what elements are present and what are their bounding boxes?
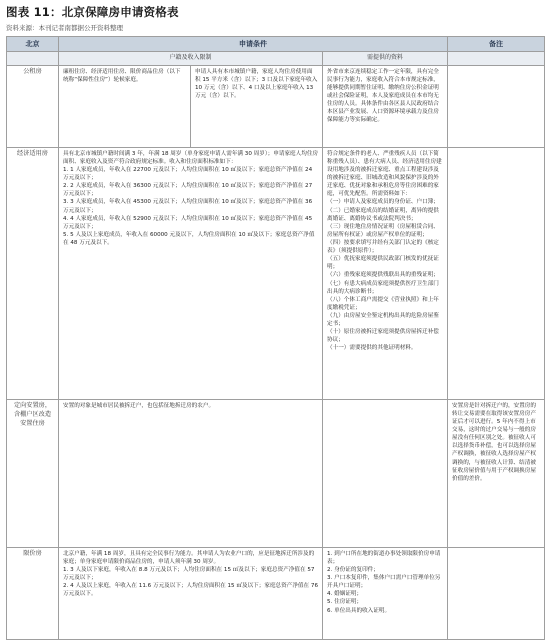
row-remarks	[448, 547, 545, 639]
table-row	[7, 399, 545, 547]
subheader-blank-2	[448, 52, 545, 66]
cell-line: 3. 3 人家庭成员，年收入在 45300 元及以下；人均住房面积在 10 ㎡及以下；家庭总资产净值在 36 万元及以下；	[63, 199, 313, 214]
table-row	[7, 547, 545, 639]
cell-line: 安置房是针对拆迁户的，安置房的转让交易需要在取得该安置房房产证后才可以进行。5 年内不得上市交易，这时的过户交易与一般的房屋没有任何区别之处。被征收人可以选择货币补偿，也可以选择房屋产权调换，被征收人选择房屋产权调换的，与被征收人计算、结清被征收房屋价值与用于产权调换房屋价值的差价。	[452, 402, 536, 482]
subheader-income: 户籍及收入限制	[59, 52, 323, 66]
row-remarks	[448, 399, 545, 547]
cell-line: （十）原住房被拆迁家庭须提供房屋拆迁补偿协议；	[327, 329, 439, 344]
cell-line: 1. 1 人家庭成员，年收入在 22700 元及以下；人均住房面积在 10 ㎡及以下；家庭总资产净值在 24 万元及以下；	[63, 167, 313, 182]
subheader-materials: 需提供的资料	[323, 52, 448, 66]
row-city: 公租房	[7, 65, 59, 147]
cell-line: 3. 户口本复印件，集体户口需户口管理单位另开具户口证明；	[327, 575, 441, 590]
header-remarks: 备注	[448, 37, 545, 52]
cell-line: 2. 2 人家庭成员，年收入在 36300 元及以下；人均住房面积在 10 ㎡及以下；家庭总资产净值在 27 万元及以下；	[63, 183, 313, 198]
cell-line: 1. 3 人及以下家庭，年收入在 8.8 万元及以下；人均住房面积在 15 ㎡及以下；家庭总资产净值在 57 万元及以下；	[63, 567, 315, 582]
row-city: 限价房	[7, 547, 59, 639]
cell-line: （三）现住地住房情况证明（房屋租赁合同、房屋所有权证）或房屋产权单位的证明；	[327, 223, 439, 238]
cell-line: （六）重残家庭须提供残联出具的重残证明；	[327, 272, 439, 279]
cell-line: 北京户籍，年满 18 周岁，且具有完全民事行为能力。其申请人为农业户口的，应是征地拆迁所涉及的家庭；单身家庭申请限价商品住房的，申请人须年满 30 周岁。	[63, 550, 315, 565]
row-materials	[323, 547, 448, 639]
cell-line: （八）个体工商户需提交《营业执照》和上年度缴税凭证；	[327, 296, 439, 311]
cell-line: （九）由房屋安全鉴定机构出具的危险房屋鉴定书；	[327, 313, 439, 328]
row-remarks	[448, 65, 545, 147]
row-materials	[323, 399, 448, 547]
cell-line: （一）申请人及家庭成员的身份证、户口簿；	[327, 199, 439, 206]
cell-line: （二）已婚家庭成员的结婚证明，离异的提供离婚证、离婚协议书或法院判决书；	[327, 207, 439, 222]
cell-line: 1. 到户口所在地的街道办事处领取限价房申请表；	[327, 550, 441, 565]
cell-line: 申请人具有本市城镇户籍，家庭人均住房使用面积 15 平方米（含）以下；3 口及以下家庭年收入 10 万元（含）以下、4 口及以上家庭年收入 13 万元（含）以下。	[195, 68, 318, 100]
row-eligible-group	[59, 65, 191, 147]
cell-line: 4. 4 人家庭成员，年收入在 52900 元及以下；人均住房面积在 10 ㎡及以下；家庭总资产净值在 45 万元及以下；	[63, 215, 313, 230]
cell-line: （五）优抚家庭须提供民政部门核发的优抚证明；	[327, 256, 439, 271]
subheader-blank-1	[7, 52, 59, 66]
cell-line: 5. 住房证明；	[327, 599, 363, 606]
cell-line: 具有北京市城镇户籍时间满 3 年，年满 18 周岁（单身家庭申请人需年满 30 周岁）；申请家庭人均住房面积、家庭收入及资产符合政府规定标准。收入和住房面积标准如下：	[63, 150, 319, 165]
header-row	[7, 37, 545, 52]
row-materials	[323, 65, 448, 147]
row-city: 经济适用房	[7, 147, 59, 399]
row-city: 定向安置房，含棚户区改造安置住房	[7, 399, 59, 547]
cell-line: 2. 身份证的复印件；	[327, 567, 379, 574]
cell-line: 6. 单位出具的收入证明。	[327, 607, 391, 614]
row-remarks	[448, 147, 545, 399]
cell-line: （七）有患大病成员家庭须提供医疗卫生部门出具的大病诊断书；	[327, 280, 439, 295]
row-materials	[323, 147, 448, 399]
table-row	[7, 65, 545, 147]
cell-line: （十一）需要提供的其他证明材料。	[327, 345, 417, 352]
cell-line: 廉租住房、经济适用住房、限价商品住房（以下统称“保障性住房”）轮候家庭。	[63, 68, 181, 83]
cell-line: 符合规定条件的老人、严重残疾人员（以下简称重残人员）、患有大病人员、经济适用住房建设用地涉及的被拆迁家庭、重点工程建设涉及的被拆迁家庭、旧城改造和风貌保护涉及的外迁家庭、优抚对象和承租危房等住房困难的家庭，可优先配售。所需资料如下：	[327, 150, 442, 198]
cell-line: 外省市来京连续稳定工作一定年限，具有完全民事行为能力，家庭收入符合本市规定标准，能够提供同期暂住证明、缴纳住房公积金证明或社会保险证明，本人及家庭成员在本市均无住房的人员。具体条件由各区县人民政府结合本区县产业发展、人口资源环境承载力及住房保障能力等实际确定。	[327, 68, 439, 124]
source-note: 资料来源：本刊记者南都据公开资料整理	[6, 24, 123, 32]
header-city: 北京	[7, 37, 59, 52]
subheader-row	[7, 52, 545, 66]
header-conditions: 申请条件	[59, 37, 448, 52]
qualification-table	[6, 36, 545, 640]
row-income-limit	[59, 547, 323, 639]
cell-line: 2. 4 人及以上家庭，年收入在 11.6 万元及以下；人均住房面积在 15 ㎡及以下；家庭总资产净值在 76 万元及以下。	[63, 583, 319, 598]
row-income-limit	[59, 147, 323, 399]
row-income-limit	[191, 65, 323, 147]
table-row	[7, 147, 545, 399]
cell-line: 4. 婚姻证明；	[327, 591, 363, 598]
cell-line: 5. 5 人及以上家庭成员，年收入在 60000 元及以下，人均住房面积在 10 ㎡及以下；家庭总资产净值在 48 万元及以下。	[63, 231, 315, 247]
row-income-limit	[59, 399, 323, 547]
document-title: 图表 11：北京保障房申请资格表	[6, 5, 179, 19]
cell-line: 安置的对象是城市居民被拆迁户，也包括征地拆迁房的农户。	[63, 402, 215, 409]
cell-line: （四）按要求填写并经有关部门认定的《核定表》（须提供原件）；	[327, 240, 439, 255]
